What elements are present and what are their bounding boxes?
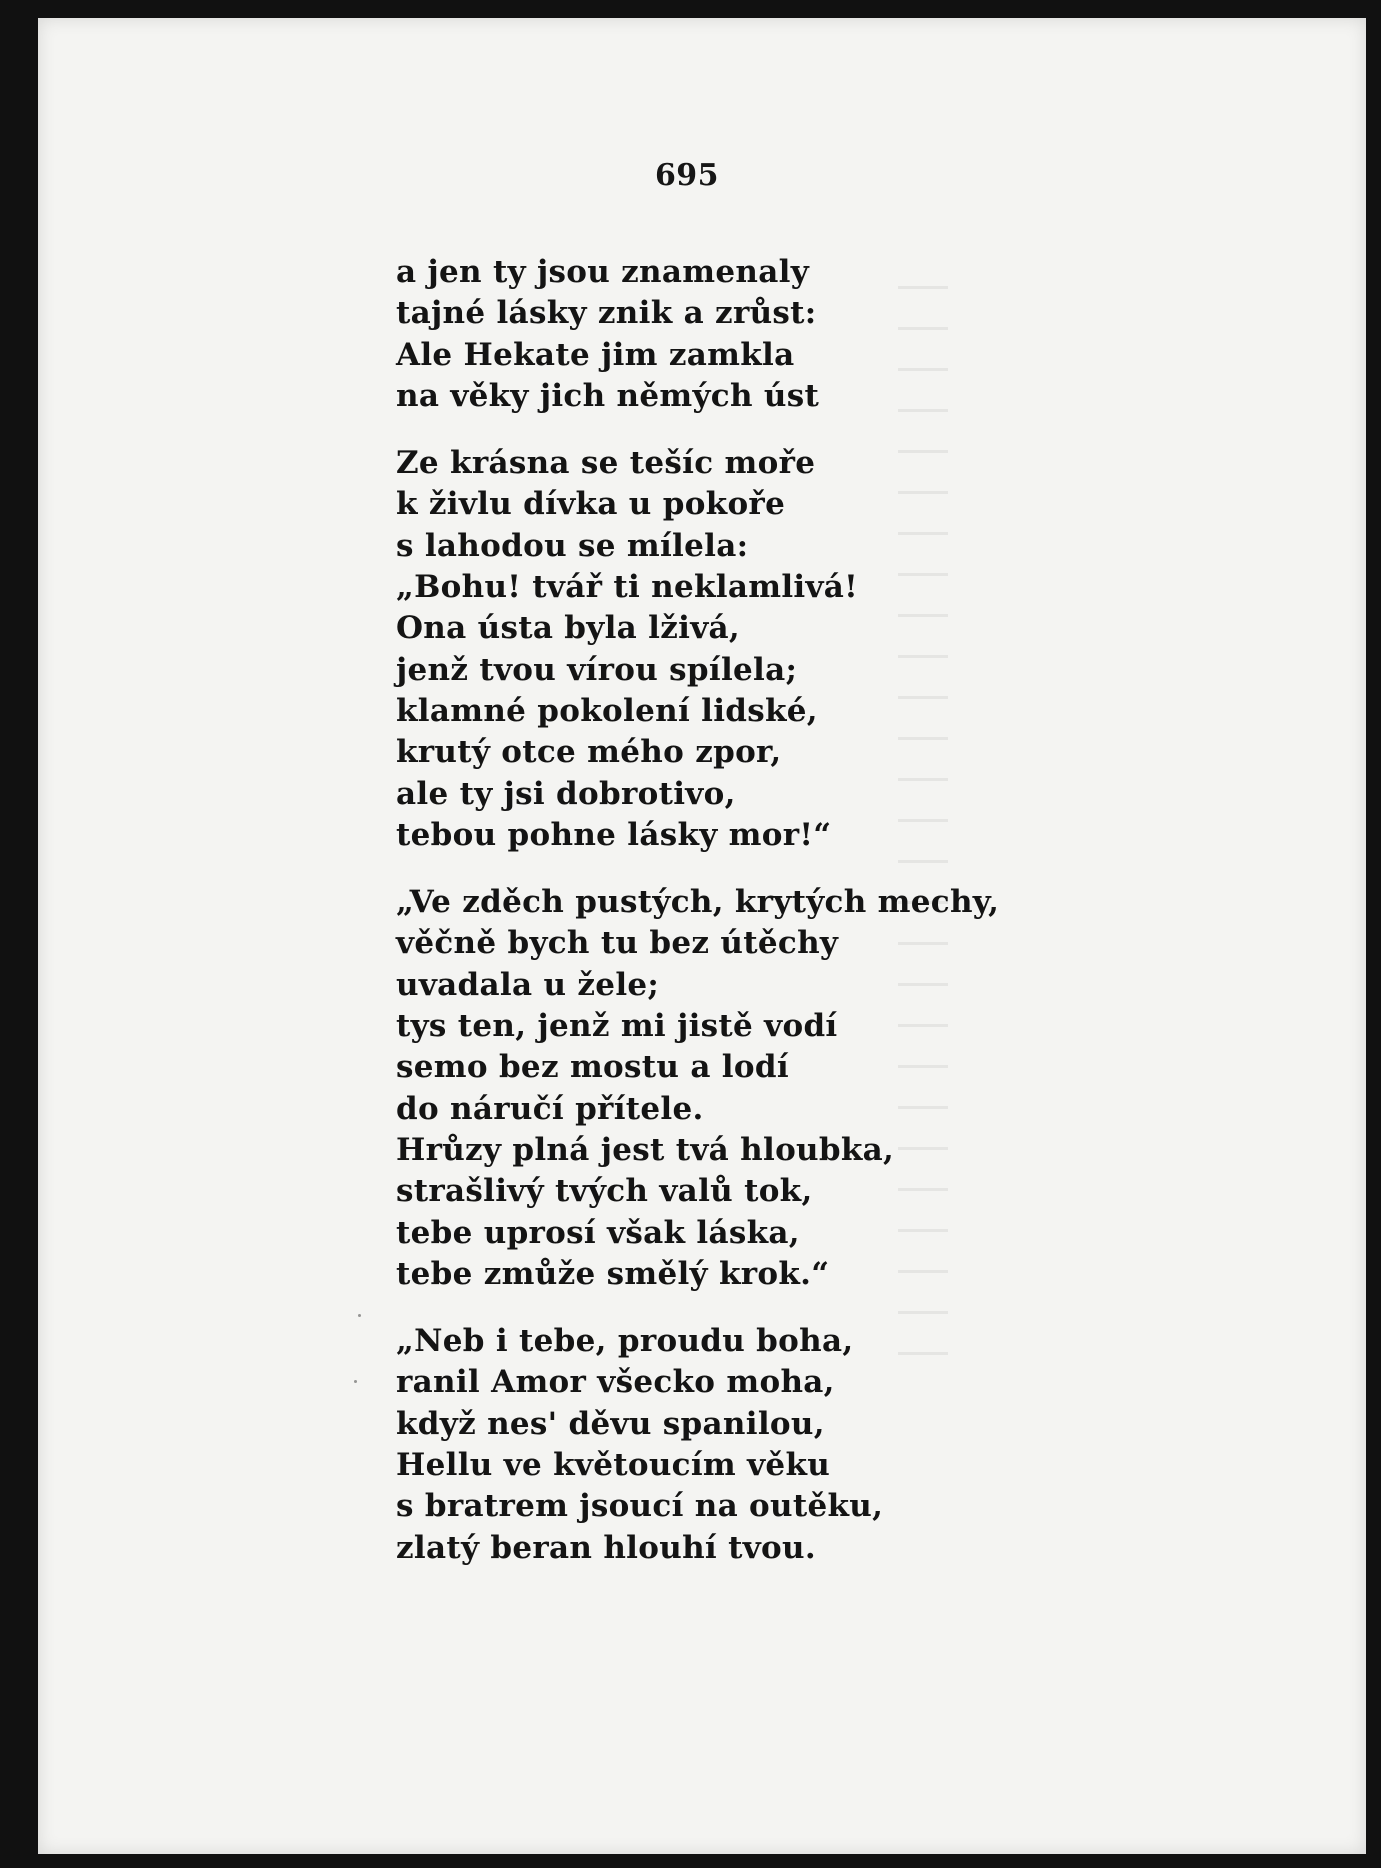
verse-line: Ona ústa byla lživá,: [396, 610, 741, 647]
verse-line: tys ten, jenž mi jistě vodí: [396, 1008, 838, 1045]
verse-line: Ale Hekate jim zamkla: [396, 336, 795, 373]
verse-line: jenž tvou vírou spílela;: [396, 651, 798, 688]
verse-line: zlatý beran hlouhí tvou.: [396, 1529, 816, 1566]
verse-line: ranil Amor všecko moha,: [396, 1364, 835, 1401]
verse-line: k živlu dívka u pokoře: [396, 486, 786, 523]
verse-line: věčně bych tu bez útěchy: [396, 925, 839, 962]
verse-line: Hrůzy plná jest tvá hloubka,: [396, 1131, 895, 1168]
ink-speck: [354, 1380, 357, 1383]
page-number: 695: [654, 158, 720, 193]
verse-line: krutý otce mého zpor,: [396, 734, 782, 771]
verse-line: klamné pokolení lidské,: [396, 692, 818, 729]
verse-line: tebou pohne lásky mor!“: [396, 816, 832, 853]
verse-line: a jen ty jsou znamenaly: [396, 254, 810, 290]
verse-line: tajné lásky znik a zrůst:: [396, 295, 817, 332]
stanza-1: [396, 252, 1296, 417]
verse-line: s bratrem jsoucí na outěku,: [396, 1488, 884, 1525]
verse-line: do náručí přítele.: [396, 1090, 704, 1127]
verse-line: Ze krásna se tešíc moře: [396, 445, 816, 482]
verse-line: na věky jich němých úst: [396, 377, 820, 414]
verse-line: semo bez mostu a lodí: [396, 1049, 789, 1086]
ink-speck: [358, 1314, 361, 1317]
book-page: [38, 18, 1366, 1854]
verse-line: Hellu ve květoucím věku: [396, 1447, 831, 1484]
verse-line: „Ve zděch pustých, krytých mechy,: [396, 884, 1000, 921]
poem-text: [396, 252, 1296, 1569]
stanza-4: [396, 1321, 1296, 1569]
verse-line: strašlivý tvých valů tok,: [396, 1173, 813, 1210]
stanza-3: [396, 882, 1296, 1295]
verse-line: s lahodou se mílela:: [396, 527, 749, 564]
verse-line: tebe zmůže smělý krok.“: [396, 1255, 830, 1292]
stanza-2: [396, 443, 1296, 856]
verse-line: tebe uprosí však láska,: [396, 1214, 800, 1251]
verse-line: „Bohu! tvář ti neklamlivá!: [396, 569, 859, 606]
verse-line: ale ty jsi dobrotivo,: [396, 775, 736, 812]
verse-line: uvadala u žele;: [396, 966, 660, 1003]
verse-line: „Neb i tebe, proudu boha,: [396, 1323, 854, 1360]
verse-line: když nes' děvu spanilou,: [396, 1405, 825, 1442]
